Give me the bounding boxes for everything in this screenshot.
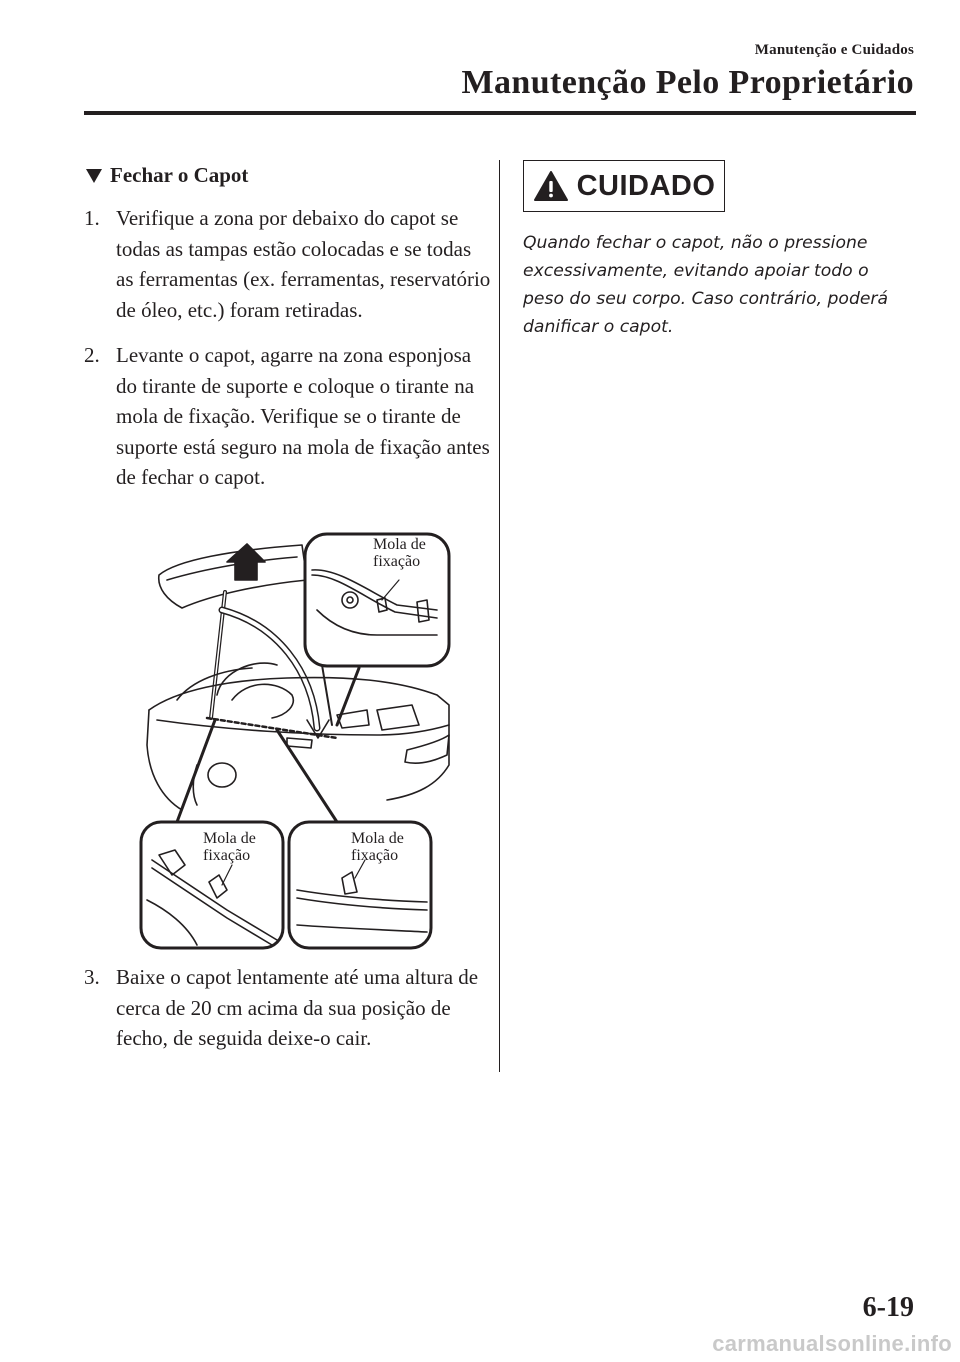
hood-illustration-drawing (137, 530, 451, 954)
caution-box (523, 160, 725, 212)
column-divider (499, 160, 500, 1072)
step-item (84, 962, 484, 1062)
figure-label-top (373, 536, 453, 570)
step-text: Verifique a zona por debaixo do capot se todas as tampas estão colocadas e se todas as ferramentas (ex. ferramentas, reservatório de óleo, etc.) foram retiradas. (116, 206, 491, 322)
figure-label-left (203, 830, 283, 864)
caution-label: CUIDADO (576, 169, 716, 202)
page-number: 6-19 (862, 1292, 914, 1323)
step-item (84, 340, 490, 530)
page-title: Manutenção Pelo Proprietário (461, 64, 914, 101)
section-heading (86, 163, 248, 188)
figure-label-right (351, 830, 431, 864)
step-number: 1. (84, 206, 100, 230)
step-number: 2. (84, 343, 100, 367)
warning-triangle-icon (533, 170, 569, 202)
header-rule (84, 111, 916, 115)
triangle-bullet-icon (86, 169, 102, 183)
figure-label-text: Mola de fixação (373, 536, 426, 570)
watermark: carmanualsonline.info (712, 1331, 952, 1356)
figure-label-text: Mola de fixação (203, 830, 256, 864)
step-number: 3. (84, 965, 100, 989)
step-item (84, 203, 491, 358)
figure-label-text: Mola de fixação (351, 830, 404, 864)
hood-support-illustration (137, 530, 451, 954)
chapter-title: Manutenção e Cuidados (754, 42, 914, 58)
step-text: Baixe o capot lentamente até uma altura de cerca de 20 cm acima da sua posição de fecho, de seguida deixe-o cair. (116, 965, 479, 1050)
caution-text: Quando fechar o capot, não o pressione excessivamente, evitando apoiar todo o peso do seu corpo. Caso contrário, poderá danificar o capot. (523, 233, 889, 337)
section-title-text: Fechar o Capot (110, 163, 249, 187)
step-text: Levante o capot, agarre na zona esponjosa do tirante de suporte e coloque o tirante na mola de fixação. Verifique se o tirante de suporte está seguro na mola de fixação antes de fechar o capot. (116, 343, 490, 489)
